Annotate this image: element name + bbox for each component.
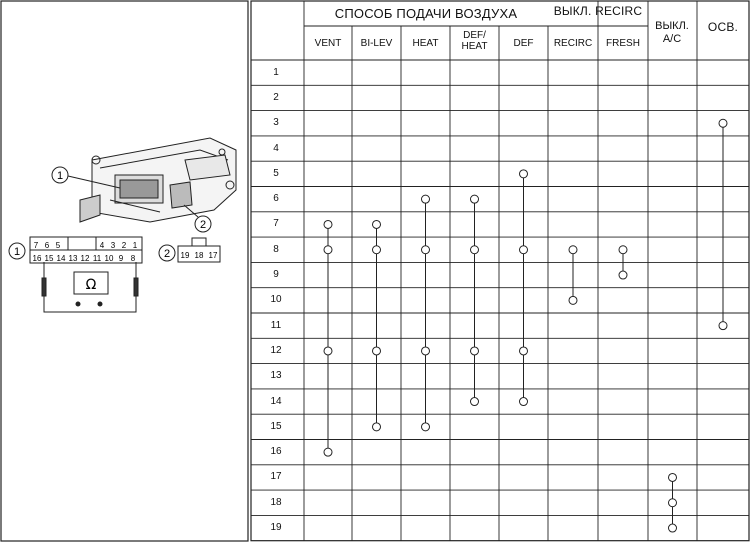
continuity-bi-lev xyxy=(373,220,381,430)
pin-label: 3 xyxy=(110,241,116,250)
continuity-def-heat xyxy=(471,195,479,405)
row-number: 1 xyxy=(273,66,279,78)
continuity-point xyxy=(520,398,528,406)
col-header-line: DEF xyxy=(513,38,534,49)
ohm-symbol: Ω xyxy=(85,277,97,293)
pin-label: 15 xyxy=(44,254,54,263)
pin-label: 14 xyxy=(56,254,66,263)
col-header-line: BI-LEV xyxy=(360,38,393,49)
row-number: 16 xyxy=(270,446,282,458)
pin-label: 6 xyxy=(44,241,50,250)
col-header-line: HEAT xyxy=(412,38,439,49)
row-number: 7 xyxy=(273,218,279,230)
continuity-ac-off xyxy=(669,473,677,532)
header-ac-off xyxy=(648,20,696,46)
row-number: 12 xyxy=(270,344,282,356)
row-number: 13 xyxy=(270,370,282,382)
continuity-point xyxy=(669,524,677,532)
continuity-point xyxy=(569,296,577,304)
continuity-point xyxy=(471,246,479,254)
continuity-point xyxy=(373,220,381,228)
pin-label: 2 xyxy=(121,241,127,250)
continuity-point xyxy=(373,423,381,431)
row-number: 11 xyxy=(270,319,282,331)
pin-label: 13 xyxy=(68,254,78,263)
row-number: 14 xyxy=(270,395,282,407)
continuity-point xyxy=(719,119,727,127)
pin-label: 7 xyxy=(33,241,39,250)
col-header-def xyxy=(499,38,548,49)
continuity-point xyxy=(422,423,430,431)
continuity-recirc xyxy=(569,246,577,305)
continuity-point xyxy=(324,448,332,456)
continuity-heat xyxy=(422,195,430,431)
continuity-point xyxy=(324,220,332,228)
continuity-point xyxy=(520,246,528,254)
pin-label: 12 xyxy=(80,254,90,263)
continuity-point xyxy=(422,347,430,355)
pin-label: 1 xyxy=(132,241,138,250)
continuity-point xyxy=(619,246,627,254)
continuity-def xyxy=(520,170,528,406)
continuity-point xyxy=(471,398,479,406)
row-number: 19 xyxy=(270,522,282,534)
svg-text:1: 1 xyxy=(13,246,21,258)
continuity-point xyxy=(373,246,381,254)
col-header-fresh xyxy=(598,38,648,49)
pin-label: 17 xyxy=(208,251,218,260)
illustration-panel xyxy=(0,0,250,542)
svg-text:2: 2 xyxy=(163,248,171,260)
header-ac-line2: A/C xyxy=(662,33,682,45)
group-header-air-mode: СПОСОБ ПОДАЧИ ВОЗДУХА xyxy=(334,6,518,21)
pin-label: 11 xyxy=(92,254,102,263)
row-number: 18 xyxy=(270,496,282,508)
row-number: 10 xyxy=(270,294,282,306)
pin-label: 18 xyxy=(194,251,204,260)
row-number: 2 xyxy=(273,91,279,103)
continuity-fresh xyxy=(619,246,627,279)
row-number: 8 xyxy=(273,243,279,255)
continuity-point xyxy=(422,246,430,254)
row-number: 15 xyxy=(270,420,282,432)
pin-label: 8 xyxy=(130,254,136,263)
pin-label: 5 xyxy=(55,241,61,250)
continuity-point xyxy=(422,195,430,203)
continuity-point xyxy=(569,246,577,254)
pin-label: 10 xyxy=(104,254,114,263)
pin-label: 19 xyxy=(180,251,190,260)
continuity-point xyxy=(520,347,528,355)
col-header-line: DEF/ xyxy=(463,30,486,41)
col-header-def-heat xyxy=(450,30,499,52)
col-header-line: HEAT xyxy=(461,41,488,52)
continuity-point xyxy=(669,499,677,507)
col-header-heat xyxy=(401,38,450,49)
callout-2-label: 2 xyxy=(199,219,207,231)
continuity-point xyxy=(619,271,627,279)
row-number: 5 xyxy=(273,167,279,179)
continuity-point xyxy=(324,347,332,355)
col-header-vent xyxy=(304,38,352,49)
group-header-recirc-off: ВЫКЛ. RECIRC xyxy=(553,4,643,18)
col-header-line: RECIRC xyxy=(553,38,593,49)
pin-label: 4 xyxy=(99,241,105,250)
col-header-line: FRESH xyxy=(606,38,640,49)
continuity-point xyxy=(669,473,677,481)
continuity-vent xyxy=(324,220,332,456)
connector-2-pinout xyxy=(178,238,220,262)
continuity-light xyxy=(719,119,727,329)
continuity-point xyxy=(324,246,332,254)
continuity-point xyxy=(471,195,479,203)
continuity-point xyxy=(719,322,727,330)
pin-label: 9 xyxy=(118,254,124,263)
continuity-point xyxy=(373,347,381,355)
row-number: 6 xyxy=(273,193,279,205)
continuity-point xyxy=(520,170,528,178)
col-header-recirc xyxy=(548,38,598,49)
col-header-bi-lev xyxy=(352,38,401,49)
pin-label: 16 xyxy=(32,254,42,263)
callout-1-label: 1 xyxy=(56,170,64,182)
header-ac-line1: ВЫКЛ. xyxy=(655,20,689,32)
row-number: 9 xyxy=(273,269,279,281)
row-number: 3 xyxy=(273,117,279,129)
row-number: 4 xyxy=(273,142,279,154)
control-unit-drawing xyxy=(80,138,236,222)
header-light: ОСВ. xyxy=(707,20,739,34)
connector-1-pinout xyxy=(30,237,142,263)
continuity-point xyxy=(471,347,479,355)
row-number: 17 xyxy=(270,471,282,483)
col-header-line: VENT xyxy=(314,38,342,49)
